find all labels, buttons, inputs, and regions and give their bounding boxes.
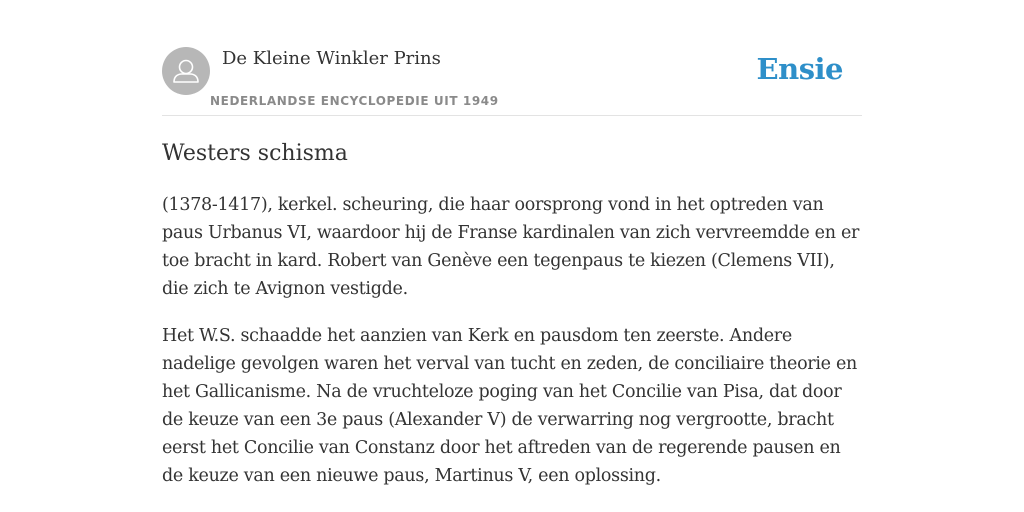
source-title[interactable]: De Kleine Winkler Prins (222, 48, 441, 69)
article-title: Westers schisma (162, 141, 348, 166)
article (162, 139, 862, 509)
user-outline-icon (162, 47, 210, 95)
article-paragraph: (1378-1417), kerkel. scheuring, die haar oorsprong vond in het optreden van paus Urbanus VI, waardoor hij de Franse kardinalen van zich vervreemdde en er toe bracht in kard. Robert van Genève een tegenpaus te kiezen (Clemens VII), die zich te Avignon vestigde. (162, 195, 860, 299)
source-header (162, 46, 862, 116)
source-subtitle: NEDERLANDSE ENCYCLOPEDIE UIT 1949 (210, 94, 499, 108)
user-avatar-icon[interactable] (162, 47, 210, 95)
article-paragraph: Het W.S. schaadde het aanzien van Kerk en pausdom ten zeerste. Andere nadelige gevolgen waren het verval van tucht en zeden, de conciliaire theorie en het Gallicanisme. Na de vruchteloze poging van het Concilie van Pisa, dat door de keuze van een 3e paus (Alexander V) de verwarring nog vergrootte, bracht eerst het Concilie van Constanz door het aftreden van de regerende pausen en de keuze van een nieuwe paus, Martinus V, een oplossing. (162, 326, 858, 486)
brand-logo[interactable]: Ensie (756, 52, 843, 86)
article-body (162, 191, 862, 490)
